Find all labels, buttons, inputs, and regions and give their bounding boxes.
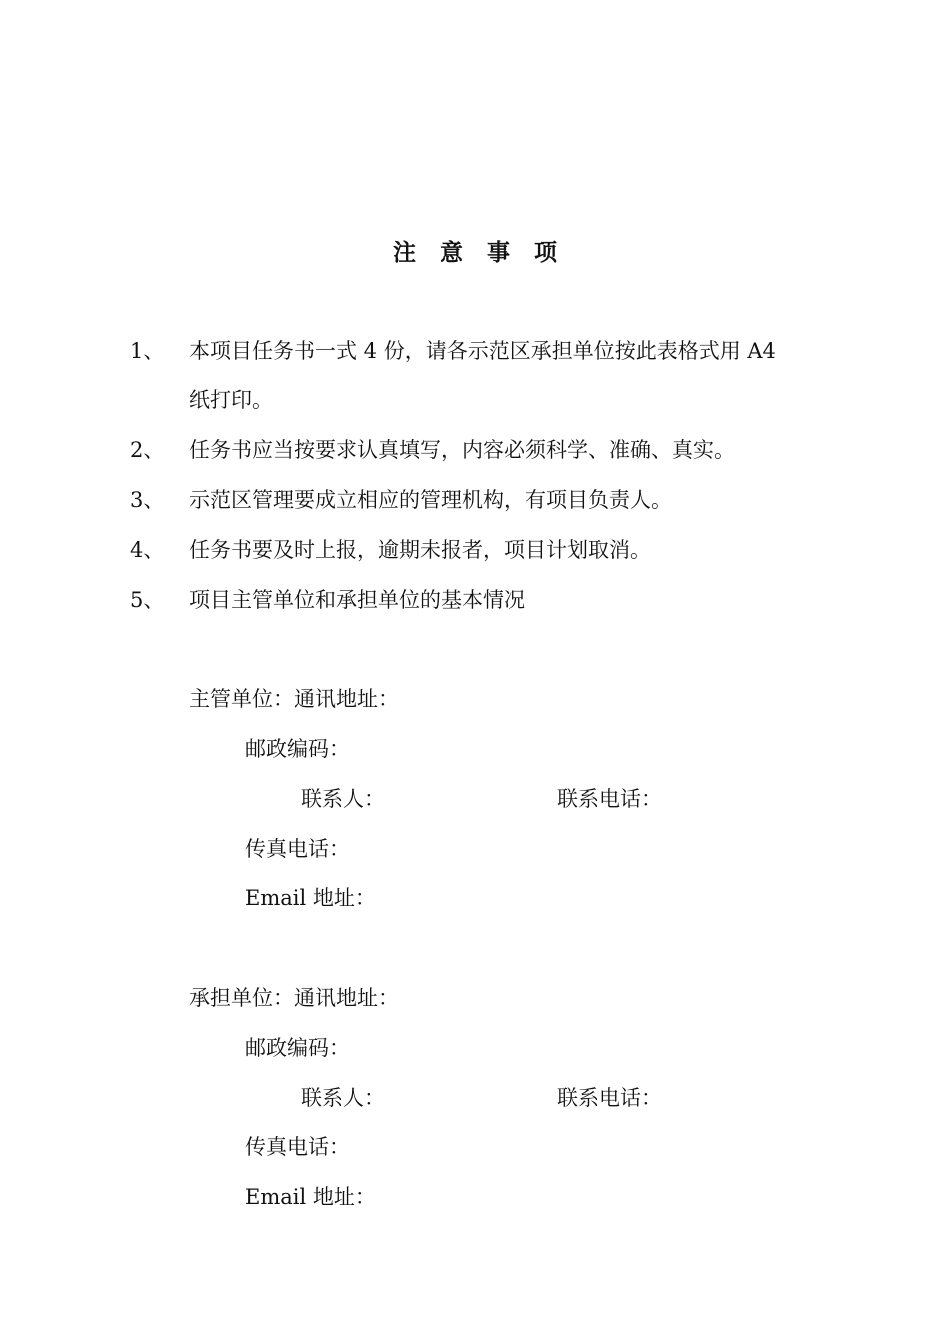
item-1-text: 本项目任务书一式 4 份，请各示范区承担单位按此表格式用 A4 [189,339,776,363]
title-char-3: 事 [487,239,510,266]
item-2-text: 任务书应当按要求认真填写，内容必须科学、准确、真实。 [189,438,735,462]
supervisor-fax-label: 传真电话： [245,837,350,861]
item-3-number: 3、 [130,488,165,512]
undertaker-fax-label: 传真电话： [245,1135,350,1159]
item-5-text: 项目主管单位和承担单位的基本情况 [189,588,525,612]
supervisor-phone-label: 联系电话： [557,787,662,811]
undertaker-postal-label: 邮政编码： [245,1036,350,1060]
page-title [0,234,950,267]
item-1-text-continued: 纸打印。 [189,388,273,412]
title-char-4: 项 [534,239,557,266]
item-2-number: 2、 [130,438,165,462]
title-char-1: 注 [393,239,416,266]
item-4-text: 任务书要及时上报，逾期未报者，项目计划取消。 [189,538,651,562]
supervisor-email-label: Email 地址： [245,886,376,910]
supervisor-postal-label: 邮政编码： [245,737,350,761]
item-4-number: 4、 [130,538,165,562]
undertaker-contact-label: 联系人： [301,1086,385,1110]
supervisor-address-label: 主管单位：通讯地址： [189,687,399,711]
undertaker-phone-label: 联系电话： [557,1086,662,1110]
undertaker-email-label: Email 地址： [245,1185,376,1209]
undertaker-address-label: 承担单位：通讯地址： [189,986,399,1010]
item-3-text: 示范区管理要成立相应的管理机构，有项目负责人。 [189,488,672,512]
title-char-2: 意 [440,239,463,266]
item-5-number: 5、 [130,588,165,612]
item-1-number: 1、 [130,339,165,363]
supervisor-contact-label: 联系人： [301,787,385,811]
